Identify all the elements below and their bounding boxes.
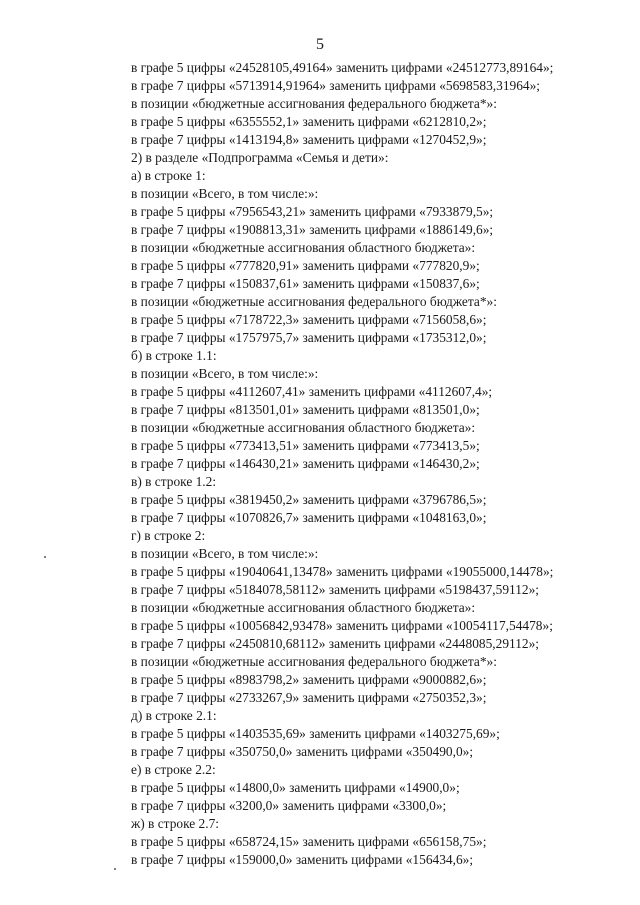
- text-line: в графе 7 цифры «1757975,7» заменить цифрами «1735312,0»;: [131, 330, 487, 345]
- text-line: в графе 7 цифры «3200,0» заменить цифрами «3300,0»;: [131, 798, 447, 813]
- text-line: в графе 7 цифры «5184078,58112» заменить цифрами «5198437,59112»;: [131, 582, 540, 597]
- text-line: в позиции «Всего, в том числе:»:: [131, 186, 319, 201]
- text-line: в графе 5 цифры «6355552,1» заменить цифрами «6212810,2»;: [131, 114, 487, 129]
- amendment-text: [131, 59, 631, 869]
- text-line: в графе 7 цифры «5713914,91964» заменить цифрами «5698583,31964»;: [131, 78, 541, 93]
- text-line: в графе 7 цифры «813501,01» заменить цифрами «813501,0»;: [131, 402, 480, 417]
- text-line: в графе 7 цифры «159000,0» заменить цифрами «156434,6»;: [131, 852, 474, 867]
- text-line: в графе 7 цифры «146430,21» заменить цифрами «146430,2»;: [131, 456, 480, 471]
- text-line: в графе 5 цифры «14800,0» заменить цифрами «14900,0»;: [131, 780, 460, 795]
- text-line: в графе 5 цифры «10056842,93478» заменить цифрами «10054117,54478»;: [131, 618, 553, 633]
- text-line: в графе 5 цифры «8983798,2» заменить цифрами «9000882,6»;: [131, 672, 487, 687]
- text-line: в графе 5 цифры «24528105,49164» заменить цифрами «24512773,89164»;: [131, 60, 554, 75]
- text-line: в позиции «бюджетные ассигнования федерального бюджета*»:: [131, 294, 497, 309]
- text-line: в графе 5 цифры «7178722,3» заменить цифрами «7156058,6»;: [131, 312, 487, 327]
- text-line: ж) в строке 2.7:: [131, 816, 220, 831]
- scan-speck: [44, 556, 46, 558]
- text-line: в позиции «Всего, в том числе:»:: [131, 366, 319, 381]
- text-line: г) в строке 2:: [131, 528, 206, 543]
- text-line: а) в строке 1:: [131, 168, 206, 183]
- text-line: в позиции «бюджетные ассигнования федерального бюджета*»:: [131, 96, 497, 111]
- text-line: в графе 7 цифры «1070826,7» заменить цифрами «1048163,0»;: [131, 510, 487, 525]
- text-line: в графе 5 цифры «1403535,69» заменить цифрами «1403275,69»;: [131, 726, 500, 741]
- text-line: в графе 5 цифры «658724,15» заменить цифрами «656158,75»;: [131, 834, 487, 849]
- text-line: д) в строке 2.1:: [131, 708, 217, 723]
- text-line: е) в строке 2.2:: [131, 762, 216, 777]
- text-line: в графе 7 цифры «1908813,31» заменить цифрами «1886149,6»;: [131, 222, 494, 237]
- text-line: в графе 7 цифры «2733267,9» заменить цифрами «2750352,3»;: [131, 690, 487, 705]
- text-line: в графе 7 цифры «150837,61» заменить цифрами «150837,6»;: [131, 276, 480, 291]
- text-line: в графе 5 цифры «19040641,13478» заменить цифрами «19055000,14478»;: [131, 564, 554, 579]
- text-line: в позиции «Всего, в том числе:»:: [131, 546, 319, 561]
- text-line: в графе 5 цифры «3819450,2» заменить цифрами «3796786,5»;: [131, 492, 487, 507]
- text-line: 2) в разделе «Подпрограмма «Семья и дети»:: [131, 150, 389, 165]
- text-line: в графе 7 цифры «350750,0» заменить цифрами «350490,0»;: [131, 744, 474, 759]
- text-line: в графе 7 цифры «2450810,68112» заменить цифрами «2448085,29112»;: [131, 636, 540, 651]
- text-line: в позиции «бюджетные ассигнования областного бюджета»:: [131, 420, 476, 435]
- text-line: в позиции «бюджетные ассигнования областного бюджета»:: [131, 600, 476, 615]
- text-line: в позиции «бюджетные ассигнования федерального бюджета*»:: [131, 654, 497, 669]
- text-line: в графе 5 цифры «7956543,21» заменить цифрами «7933879,5»;: [131, 204, 494, 219]
- text-line: в) в строке 1.2:: [131, 474, 217, 489]
- scan-speck: [114, 868, 116, 870]
- text-line: б) в строке 1.1:: [131, 348, 217, 363]
- text-line: в графе 5 цифры «777820,91» заменить цифрами «777820,9»;: [131, 258, 480, 273]
- text-line: в графе 7 цифры «1413194,8» заменить цифрами «1270452,9»;: [131, 132, 487, 147]
- text-line: в графе 5 цифры «4112607,41» заменить цифрами «4112607,4»;: [131, 384, 493, 399]
- page-number: 5: [316, 36, 324, 53]
- text-line: в позиции «бюджетные ассигнования областного бюджета»:: [131, 240, 476, 255]
- text-line: в графе 5 цифры «773413,51» заменить цифрами «773413,5»;: [131, 438, 480, 453]
